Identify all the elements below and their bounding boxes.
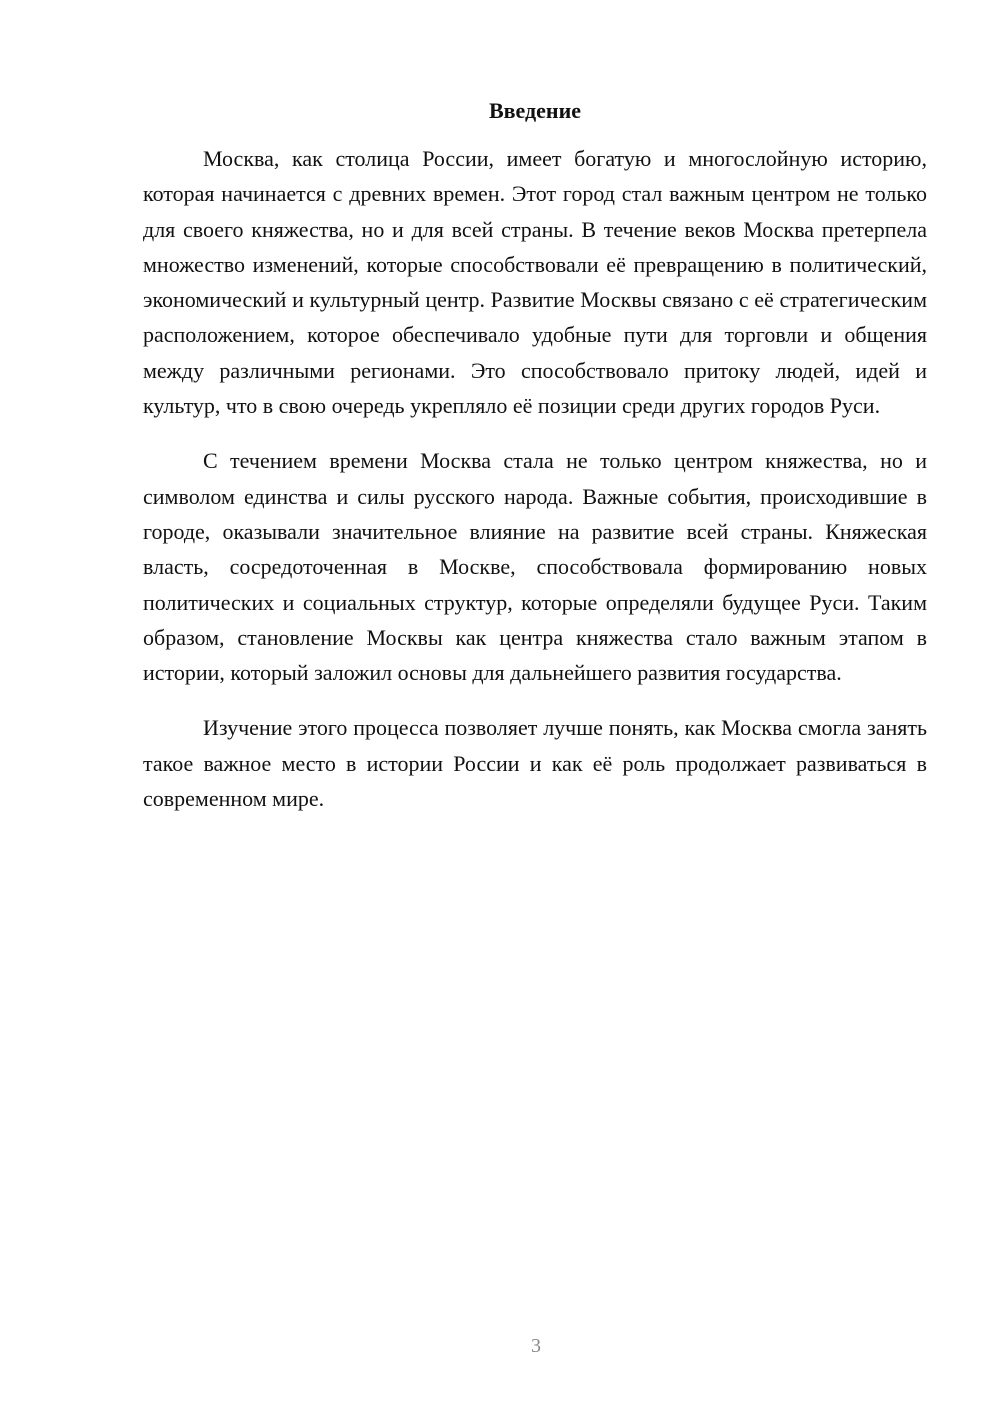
paragraph-1: Москва, как столица России, имеет богатую и многослойную историю, которая начинается с древних времен. Этот город стал важным центром не только для своего княжества, но и для всей страны. В течение веков Москва претерпела множество изменений, которые способствовали её превращению в политический, экономический и культурный центр. Развитие Москвы связано с её стратегическим расположением, которое обеспечивало удобные пути для торговли и общения между различными регионами. Это способствовало притоку людей, идей и культур, что в свою очередь укрепляло её позиции среди других городов Руси. <box>143 146 927 419</box>
paragraph-3: Изучение этого процесса позволяет лучше понять, как Москва смогла занять такое важное место в истории России и как её роль продолжает развиваться в современном мире. <box>143 715 927 812</box>
paragraph-2: С течением времени Москва стала не только центром княжества, но и символом единства и силы русского народа. Важные события, происходившие в городе, оказывали значительное влияние на развитие всей страны. Княжеская власть, сосредоточенная в Москве, способствовала формированию новых политических и социальных структур, которые определяли будущее Руси. Таким образом, становление Москвы как центра княжества стало важным этапом в истории, который заложил основы для дальнейшего развития государства. <box>143 448 927 686</box>
page-number: 3 <box>531 1335 541 1357</box>
section-title: Введение <box>488 98 582 123</box>
page-content <box>143 95 927 836</box>
